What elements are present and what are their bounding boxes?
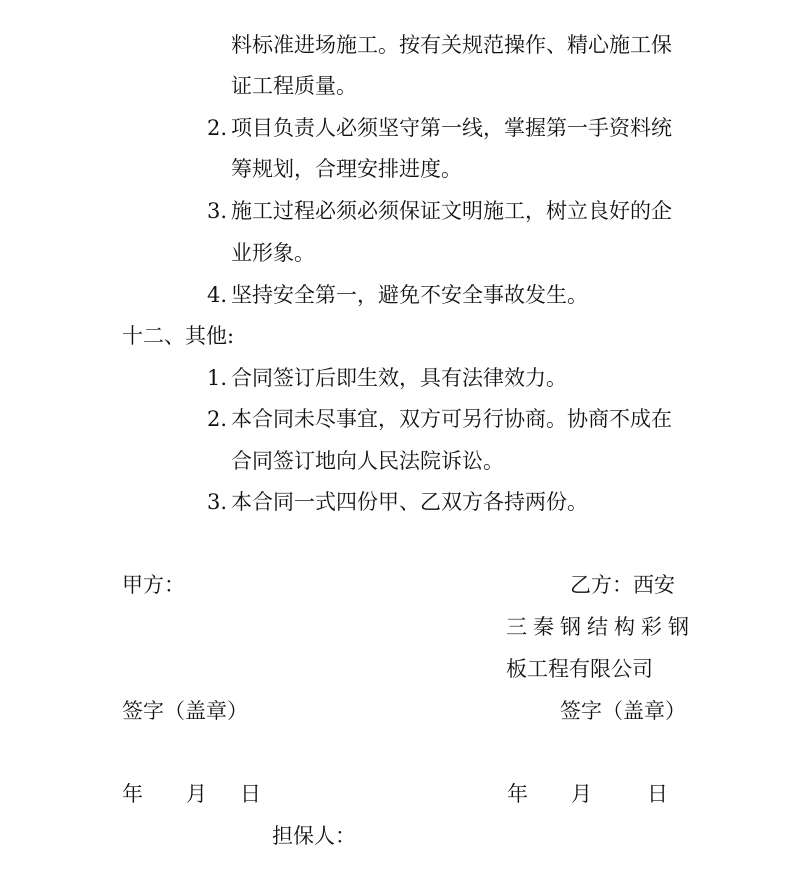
party-b-month: 月 (571, 782, 592, 806)
party-a-month: 月 (186, 782, 207, 806)
item-text: 本合同一式四份甲、乙双方各持两份。 (231, 490, 588, 514)
item-1-line-1: 料标准进场施工。按有关规范操作、精心施工保 (231, 33, 672, 57)
item-text: 合同签订后即生效，具有法律效力。 (231, 366, 567, 390)
item-number: 1. (207, 366, 228, 390)
item-number: 4. (207, 283, 228, 307)
party-b-name-line-1: 三秦钢结构彩钢 (506, 615, 695, 639)
item-4-line-1 (207, 280, 588, 310)
party-b-day: 日 (647, 782, 668, 806)
party-a-signature: 签字（盖章） (122, 699, 248, 723)
party-a-day: 日 (240, 782, 261, 806)
s12-item-1-line-1 (207, 363, 567, 393)
item-text: 施工过程必须必须保证文明施工，树立良好的企 (231, 199, 672, 223)
party-a-label: 甲方： (122, 573, 185, 597)
guarantor-label: 担保人： (272, 824, 356, 848)
item-1-line-2: 证工程质量。 (231, 74, 357, 98)
item-text: 坚持安全第一，避免不安全事故发生。 (231, 283, 588, 307)
party-b-signature: 签字（盖章） (560, 699, 686, 723)
item-3-line-1 (207, 196, 672, 226)
party-a-year: 年 (122, 782, 143, 806)
item-3-line-2: 业形象。 (231, 241, 315, 265)
item-2-line-1 (207, 113, 672, 143)
s12-item-2-line-2: 合同签订地向人民法院诉讼。 (231, 449, 504, 473)
s12-item-3-line-1 (207, 487, 588, 517)
item-text: 项目负责人必须坚守第一线，掌握第一手资料统 (231, 116, 672, 140)
party-b-name-line-2: 板工程有限公司 (506, 657, 653, 681)
item-number: 3. (207, 199, 228, 223)
party-b-label: 乙方：西安 (570, 573, 675, 597)
party-b-year: 年 (507, 782, 528, 806)
item-number: 2. (207, 407, 228, 431)
item-number: 3. (207, 490, 228, 514)
s12-item-2-line-1 (207, 404, 672, 434)
item-text: 本合同未尽事宜，双方可另行协商。协商不成在 (231, 407, 672, 431)
section-heading: 十二、其他: (122, 324, 235, 348)
item-number: 2. (207, 116, 228, 140)
item-2-line-2: 筹规划，合理安排进度。 (231, 157, 462, 181)
